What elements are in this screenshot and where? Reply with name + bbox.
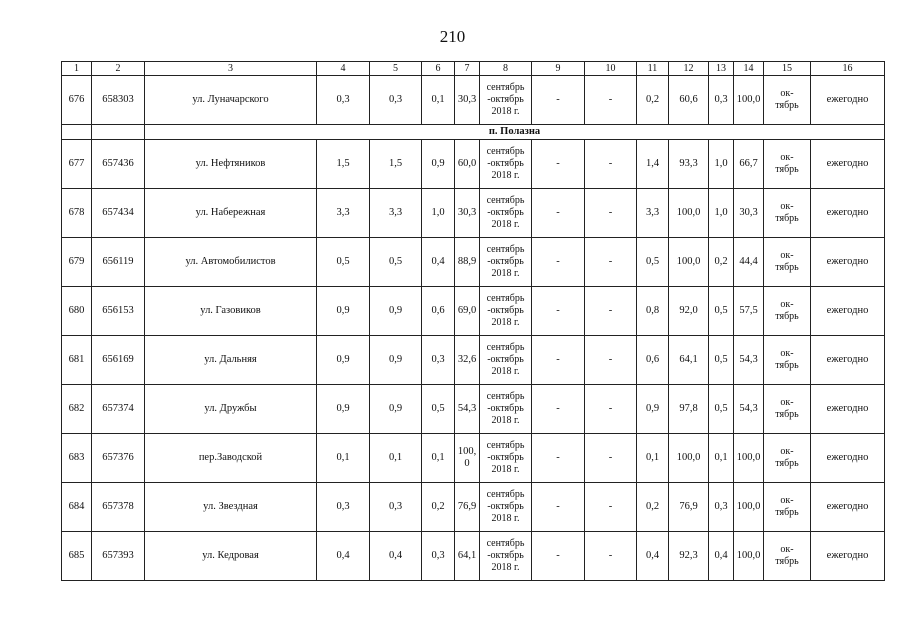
table-row <box>62 189 885 238</box>
street-name: ул. Луначарского <box>145 76 317 125</box>
month-cell-line: тябрь <box>775 311 799 322</box>
value-col4: 0,4 <box>317 532 370 581</box>
value-col5: 0,9 <box>370 287 422 336</box>
row-index: 678 <box>62 189 92 238</box>
value-col6: 1,0 <box>422 189 455 238</box>
period-cell-line: -октябрь <box>487 256 524 267</box>
value-col6: 0,3 <box>422 532 455 581</box>
period-cell <box>480 287 532 336</box>
value-col5: 0,4 <box>370 532 422 581</box>
frequency-cell: ежегодно <box>811 336 885 385</box>
street-name: ул. Дружбы <box>145 385 317 434</box>
percent-col7: 32,6 <box>455 336 480 385</box>
value-col9: - <box>532 76 585 125</box>
period-cell-line: 2018 г. <box>491 268 520 279</box>
value-col11: 0,8 <box>637 287 669 336</box>
percent-col12: 64,1 <box>669 336 709 385</box>
table-row <box>62 287 885 336</box>
period-cell <box>480 532 532 581</box>
road-id: 657376 <box>92 434 145 483</box>
period-cell-line: 2018 г. <box>491 219 520 230</box>
column-number-cell: 15 <box>764 62 811 76</box>
value-col9: - <box>532 238 585 287</box>
value-col9: - <box>532 385 585 434</box>
percent-col7: 64,1 <box>455 532 480 581</box>
value-col10: - <box>585 238 637 287</box>
frequency-cell: ежегодно <box>811 532 885 581</box>
percent-col14: 54,3 <box>734 336 764 385</box>
table-row <box>62 385 885 434</box>
month-cell-line: ок- <box>780 250 794 261</box>
road-id: 656169 <box>92 336 145 385</box>
percent-col12: 60,6 <box>669 76 709 125</box>
value-col5: 0,9 <box>370 336 422 385</box>
period-cell-line: 2018 г. <box>491 562 520 573</box>
frequency-cell: ежегодно <box>811 434 885 483</box>
percent-col14: 54,3 <box>734 385 764 434</box>
value-col11: 1,4 <box>637 140 669 189</box>
period-cell-line: сентябрь <box>486 146 525 157</box>
period-cell-line: -октябрь <box>487 158 524 169</box>
value-col13: 0,2 <box>709 238 734 287</box>
percent-col14: 100,0 <box>734 483 764 532</box>
value-col9: - <box>532 483 585 532</box>
value-col11: 0,2 <box>637 483 669 532</box>
month-cell-line: тябрь <box>775 458 799 469</box>
frequency-cell: ежегодно <box>811 140 885 189</box>
column-number-cell: 16 <box>811 62 885 76</box>
value-col13: 1,0 <box>709 189 734 238</box>
column-number-cell: 6 <box>422 62 455 76</box>
month-cell-line: тябрь <box>775 213 799 224</box>
value-col4: 0,1 <box>317 434 370 483</box>
column-number-cell: 8 <box>480 62 532 76</box>
column-number-cell: 13 <box>709 62 734 76</box>
column-number-cell: 2 <box>92 62 145 76</box>
percent-col14: 66,7 <box>734 140 764 189</box>
road-id: 657434 <box>92 189 145 238</box>
percent-col7: 69,0 <box>455 287 480 336</box>
value-col13: 0,5 <box>709 336 734 385</box>
value-col4: 0,9 <box>317 336 370 385</box>
value-col10: - <box>585 76 637 125</box>
value-col13: 1,0 <box>709 140 734 189</box>
month-cell-line: тябрь <box>775 262 799 273</box>
period-cell-line: 2018 г. <box>491 317 520 328</box>
month-cell-line: тябрь <box>775 556 799 567</box>
street-name: пер.Заводской <box>145 434 317 483</box>
month-cell <box>764 532 811 581</box>
value-col11: 0,4 <box>637 532 669 581</box>
value-col6: 0,5 <box>422 385 455 434</box>
period-cell-line: -октябрь <box>487 403 524 414</box>
value-col10: - <box>585 532 637 581</box>
percent-col7: 54,3 <box>455 385 480 434</box>
period-cell-line: сентябрь <box>486 293 525 304</box>
value-col4: 0,9 <box>317 287 370 336</box>
period-cell-line: 2018 г. <box>491 366 520 377</box>
period-cell <box>480 238 532 287</box>
section-label: п. Полазна <box>145 125 885 140</box>
value-col10: - <box>585 385 637 434</box>
percent-col12: 92,0 <box>669 287 709 336</box>
value-col10: - <box>585 336 637 385</box>
empty-cell <box>92 125 145 140</box>
table-row <box>62 336 885 385</box>
road-id: 657374 <box>92 385 145 434</box>
table-row <box>62 238 885 287</box>
frequency-cell: ежегодно <box>811 287 885 336</box>
table-row <box>62 483 885 532</box>
month-cell-line: тябрь <box>775 100 799 111</box>
frequency-cell: ежегодно <box>811 238 885 287</box>
value-col4: 1,5 <box>317 140 370 189</box>
column-number-cell: 3 <box>145 62 317 76</box>
month-cell-line: тябрь <box>775 360 799 371</box>
percent-col12: 92,3 <box>669 532 709 581</box>
value-col13: 0,3 <box>709 76 734 125</box>
month-cell <box>764 189 811 238</box>
frequency-cell: ежегодно <box>811 189 885 238</box>
period-cell-line: сентябрь <box>486 244 525 255</box>
month-cell <box>764 140 811 189</box>
period-cell <box>480 483 532 532</box>
period-cell-line: сентябрь <box>486 82 525 93</box>
row-index: 683 <box>62 434 92 483</box>
value-col4: 0,9 <box>317 385 370 434</box>
value-col13: 0,4 <box>709 532 734 581</box>
column-number-cell: 12 <box>669 62 709 76</box>
month-cell-line: ок- <box>780 446 794 457</box>
value-col9: - <box>532 336 585 385</box>
road-id: 656153 <box>92 287 145 336</box>
street-name: ул. Автомобилистов <box>145 238 317 287</box>
percent-col7: 76,9 <box>455 483 480 532</box>
value-col10: - <box>585 287 637 336</box>
period-cell <box>480 336 532 385</box>
percent-col14: 100,0 <box>734 532 764 581</box>
value-col6: 0,4 <box>422 238 455 287</box>
value-col9: - <box>532 287 585 336</box>
street-name: ул. Дальняя <box>145 336 317 385</box>
column-number-cell: 4 <box>317 62 370 76</box>
value-col4: 0,3 <box>317 76 370 125</box>
column-number-cell: 14 <box>734 62 764 76</box>
value-col9: - <box>532 140 585 189</box>
value-col9: - <box>532 434 585 483</box>
value-col4: 0,5 <box>317 238 370 287</box>
period-cell-line: 2018 г. <box>491 170 520 181</box>
percent-col12: 100,0 <box>669 434 709 483</box>
value-col6: 0,1 <box>422 434 455 483</box>
table-row <box>62 140 885 189</box>
period-cell-line: сентябрь <box>486 538 525 549</box>
percent-col7-line: 0 <box>464 458 470 469</box>
value-col11: 0,5 <box>637 238 669 287</box>
row-index: 682 <box>62 385 92 434</box>
page-number: 210 <box>439 27 466 46</box>
frequency-cell: ежегодно <box>811 76 885 125</box>
row-index: 684 <box>62 483 92 532</box>
road-id: 656119 <box>92 238 145 287</box>
period-cell <box>480 76 532 125</box>
value-col6: 0,9 <box>422 140 455 189</box>
percent-col12: 100,0 <box>669 238 709 287</box>
row-index: 680 <box>62 287 92 336</box>
road-id: 658303 <box>92 76 145 125</box>
value-col5: 0,9 <box>370 385 422 434</box>
percent-col14: 100,0 <box>734 76 764 125</box>
column-number-cell: 10 <box>585 62 637 76</box>
month-cell-line: ок- <box>780 495 794 506</box>
value-col13: 0,5 <box>709 287 734 336</box>
value-col13: 0,5 <box>709 385 734 434</box>
period-cell <box>480 140 532 189</box>
percent-col12: 76,9 <box>669 483 709 532</box>
value-col11: 3,3 <box>637 189 669 238</box>
column-number-cell: 11 <box>637 62 669 76</box>
value-col10: - <box>585 140 637 189</box>
value-col11: 0,2 <box>637 76 669 125</box>
month-cell-line: ок- <box>780 201 794 212</box>
percent-col12: 93,3 <box>669 140 709 189</box>
month-cell <box>764 287 811 336</box>
value-col13: 0,1 <box>709 434 734 483</box>
road-id: 657378 <box>92 483 145 532</box>
value-col5: 1,5 <box>370 140 422 189</box>
road-id: 657436 <box>92 140 145 189</box>
period-cell-line: 2018 г. <box>491 106 520 117</box>
percent-col7: 30,3 <box>455 76 480 125</box>
value-col5: 0,5 <box>370 238 422 287</box>
row-index: 685 <box>62 532 92 581</box>
empty-cell <box>62 125 92 140</box>
value-col9: - <box>532 189 585 238</box>
column-number-cell: 5 <box>370 62 422 76</box>
value-col6: 0,1 <box>422 76 455 125</box>
value-col6: 0,3 <box>422 336 455 385</box>
period-cell-line: сентябрь <box>486 342 525 353</box>
value-col9: - <box>532 532 585 581</box>
row-index: 676 <box>62 76 92 125</box>
value-col4: 0,3 <box>317 483 370 532</box>
row-index: 679 <box>62 238 92 287</box>
percent-col14: 30,3 <box>734 189 764 238</box>
value-col10: - <box>585 483 637 532</box>
value-col6: 0,2 <box>422 483 455 532</box>
month-cell-line: ок- <box>780 544 794 555</box>
table-row <box>62 76 885 125</box>
month-cell-line: тябрь <box>775 164 799 175</box>
month-cell <box>764 238 811 287</box>
value-col13: 0,3 <box>709 483 734 532</box>
period-cell-line: -октябрь <box>487 354 524 365</box>
column-number-cell: 1 <box>62 62 92 76</box>
value-col5: 0,1 <box>370 434 422 483</box>
value-col11: 0,1 <box>637 434 669 483</box>
street-name: ул. Звездная <box>145 483 317 532</box>
street-name: ул. Газовиков <box>145 287 317 336</box>
period-cell-line: -октябрь <box>487 305 524 316</box>
period-cell <box>480 434 532 483</box>
row-index: 677 <box>62 140 92 189</box>
column-number-cell: 9 <box>532 62 585 76</box>
month-cell-line: ок- <box>780 348 794 359</box>
period-cell <box>480 385 532 434</box>
value-col4: 3,3 <box>317 189 370 238</box>
percent-col7: 30,3 <box>455 189 480 238</box>
month-cell-line: ок- <box>780 88 794 99</box>
value-col5: 0,3 <box>370 76 422 125</box>
value-col10: - <box>585 434 637 483</box>
month-cell-line: тябрь <box>775 507 799 518</box>
period-cell-line: сентябрь <box>486 391 525 402</box>
percent-col14: 57,5 <box>734 287 764 336</box>
street-name: ул. Кедровая <box>145 532 317 581</box>
frequency-cell: ежегодно <box>811 483 885 532</box>
value-col11: 0,9 <box>637 385 669 434</box>
period-cell-line: -октябрь <box>487 207 524 218</box>
percent-col12: 97,8 <box>669 385 709 434</box>
month-cell <box>764 385 811 434</box>
street-name: ул. Нефтяников <box>145 140 317 189</box>
period-cell-line: -октябрь <box>487 94 524 105</box>
percent-col14: 100,0 <box>734 434 764 483</box>
value-col10: - <box>585 189 637 238</box>
month-cell-line: ок- <box>780 299 794 310</box>
period-cell-line: -октябрь <box>487 550 524 561</box>
value-col5: 3,3 <box>370 189 422 238</box>
percent-col14: 44,4 <box>734 238 764 287</box>
percent-col7: 60,0 <box>455 140 480 189</box>
period-cell-line: 2018 г. <box>491 464 520 475</box>
road-inspection-table <box>61 61 885 581</box>
column-number-cell: 7 <box>455 62 480 76</box>
month-cell <box>764 483 811 532</box>
period-cell-line: сентябрь <box>486 195 525 206</box>
month-cell-line: ок- <box>780 152 794 163</box>
period-cell-line: -октябрь <box>487 501 524 512</box>
percent-col7 <box>455 434 480 483</box>
month-cell <box>764 336 811 385</box>
street-name: ул. Набережная <box>145 189 317 238</box>
month-cell-line: ок- <box>780 397 794 408</box>
road-id: 657393 <box>92 532 145 581</box>
row-index: 681 <box>62 336 92 385</box>
period-cell-line: сентябрь <box>486 440 525 451</box>
month-cell-line: тябрь <box>775 409 799 420</box>
month-cell <box>764 76 811 125</box>
section-row <box>62 125 885 140</box>
period-cell-line: сентябрь <box>486 489 525 500</box>
percent-col7-line: 100, <box>457 446 477 457</box>
period-cell-line: -октябрь <box>487 452 524 463</box>
table-row <box>62 434 885 483</box>
period-cell <box>480 189 532 238</box>
month-cell <box>764 434 811 483</box>
percent-col7: 88,9 <box>455 238 480 287</box>
percent-col12: 100,0 <box>669 189 709 238</box>
column-number-header-row <box>62 62 885 76</box>
value-col5: 0,3 <box>370 483 422 532</box>
period-cell-line: 2018 г. <box>491 415 520 426</box>
period-cell-line: 2018 г. <box>491 513 520 524</box>
table-row <box>62 532 885 581</box>
frequency-cell: ежегодно <box>811 385 885 434</box>
value-col6: 0,6 <box>422 287 455 336</box>
value-col11: 0,6 <box>637 336 669 385</box>
